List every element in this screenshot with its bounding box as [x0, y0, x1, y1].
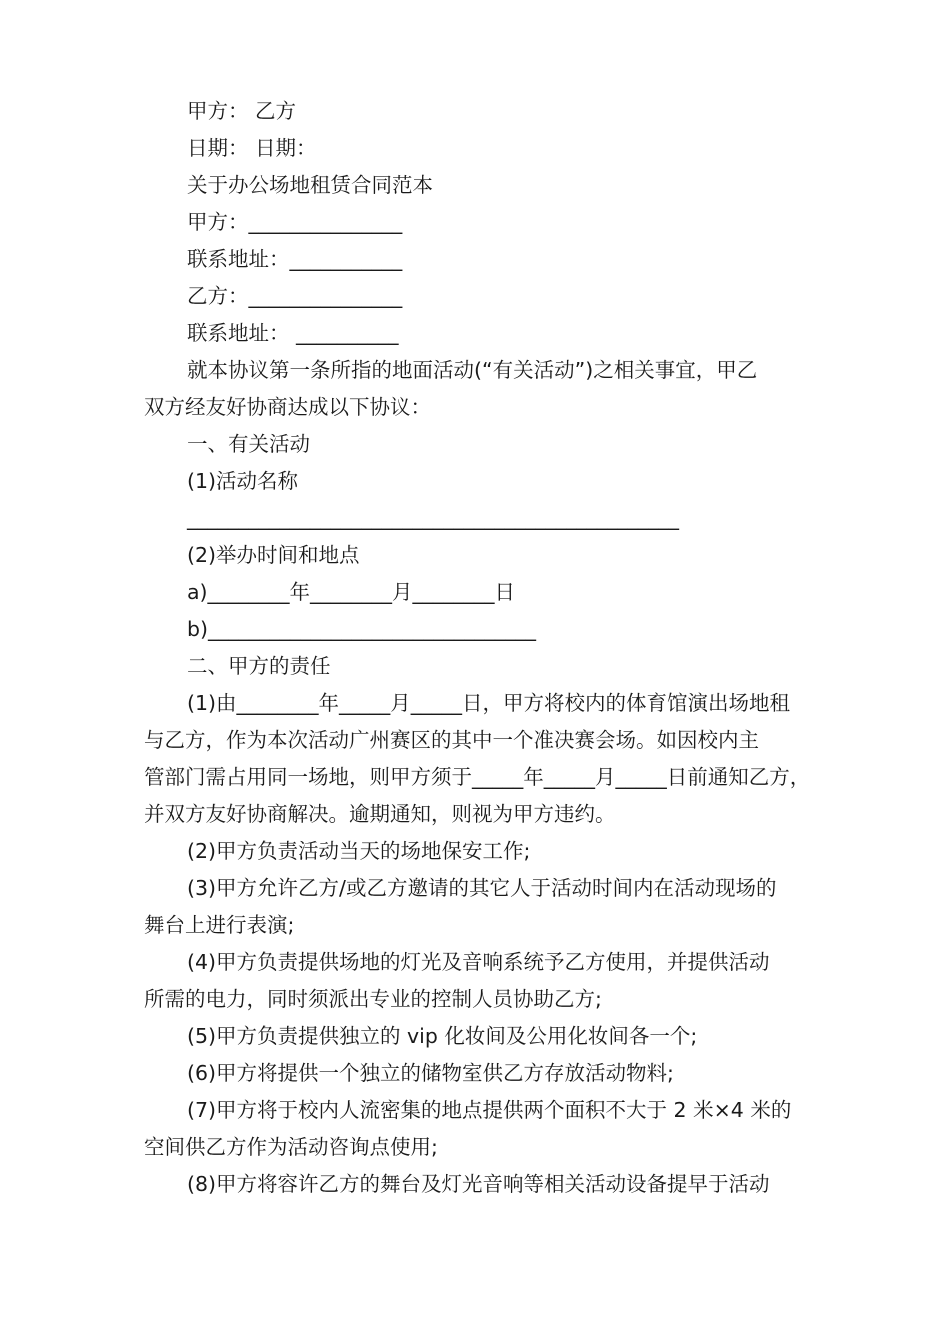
section-heading-party-a: 二、甲方的责任 — [187, 654, 331, 678]
clause-4-line-2: 所需的电力，同时须派出专业的控制人员协助乙方; — [144, 987, 602, 1011]
section-heading-activity: 一、有关活动 — [187, 432, 310, 456]
clause-1-line-1: (1)由________年_____月_____日，甲方将校内的体育馆演出场地租 — [187, 691, 791, 715]
clause-7-line-2: 空间供乙方作为活动咨询点使用; — [144, 1135, 438, 1159]
document-title: 关于办公场地租赁合同范本 — [187, 173, 433, 197]
clause-3-line-1: (3)甲方允许乙方/或乙方邀请的其它人于活动时间内在活动现场的 — [187, 876, 777, 900]
activity-name-label: (1)活动名称 — [187, 469, 299, 493]
party-a-field: 甲方：_______________ — [187, 210, 403, 234]
party-b-field: 乙方：_______________ — [187, 284, 403, 308]
time-place-label: (2)举办时间和地点 — [187, 543, 360, 567]
clause-4-line-1: (4)甲方负责提供场地的灯光及音响系统予乙方使用，并提供活动 — [187, 950, 770, 974]
preamble-line-1: 就本协议第一条所指的地面活动(“有关活动”)之相关事宜，甲乙 — [187, 358, 758, 382]
preamble-line-2: 双方经友好协商达成以下协议： — [144, 395, 431, 419]
clause-7-line-1: (7)甲方将于校内人流密集的地点提供两个面积不大于 2 米×4 米的 — [187, 1098, 792, 1122]
party-b-address-field: 联系地址： __________ — [187, 321, 399, 345]
activity-name-blank: ________________________________________________ — [187, 506, 679, 530]
clause-1-line-4: 并双方友好协商解决。逾期通知，则视为甲方违约。 — [144, 802, 616, 826]
clause-2: (2)甲方负责活动当天的场地保安工作; — [187, 839, 531, 863]
clause-1-line-2: 与乙方，作为本次活动广州赛区的其中一个准决赛会场。如因校内主 — [144, 728, 759, 752]
clause-5: (5)甲方负责提供独立的 vip 化妆间及公用化妆间各一个; — [187, 1024, 698, 1048]
party-header-line: 甲方： 乙方 — [187, 99, 297, 123]
date-header-line: 日期： 日期： — [187, 136, 317, 160]
clause-8-line-1: (8)甲方将容许乙方的舞台及灯光音响等相关活动设备提早于活动 — [187, 1172, 770, 1196]
date-blank-line: a)________年________月________日 — [187, 580, 516, 604]
clause-1-line-3: 管部门需占用同一场地，则甲方须于_____年_____月_____日前通知乙方， — [144, 765, 811, 789]
place-blank-line: b)________________________________ — [187, 617, 537, 641]
clause-6: (6)甲方将提供一个独立的储物室供乙方存放活动物料; — [187, 1061, 674, 1085]
party-a-address-field: 联系地址：___________ — [187, 247, 403, 271]
clause-3-line-2: 舞台上进行表演; — [144, 913, 295, 937]
